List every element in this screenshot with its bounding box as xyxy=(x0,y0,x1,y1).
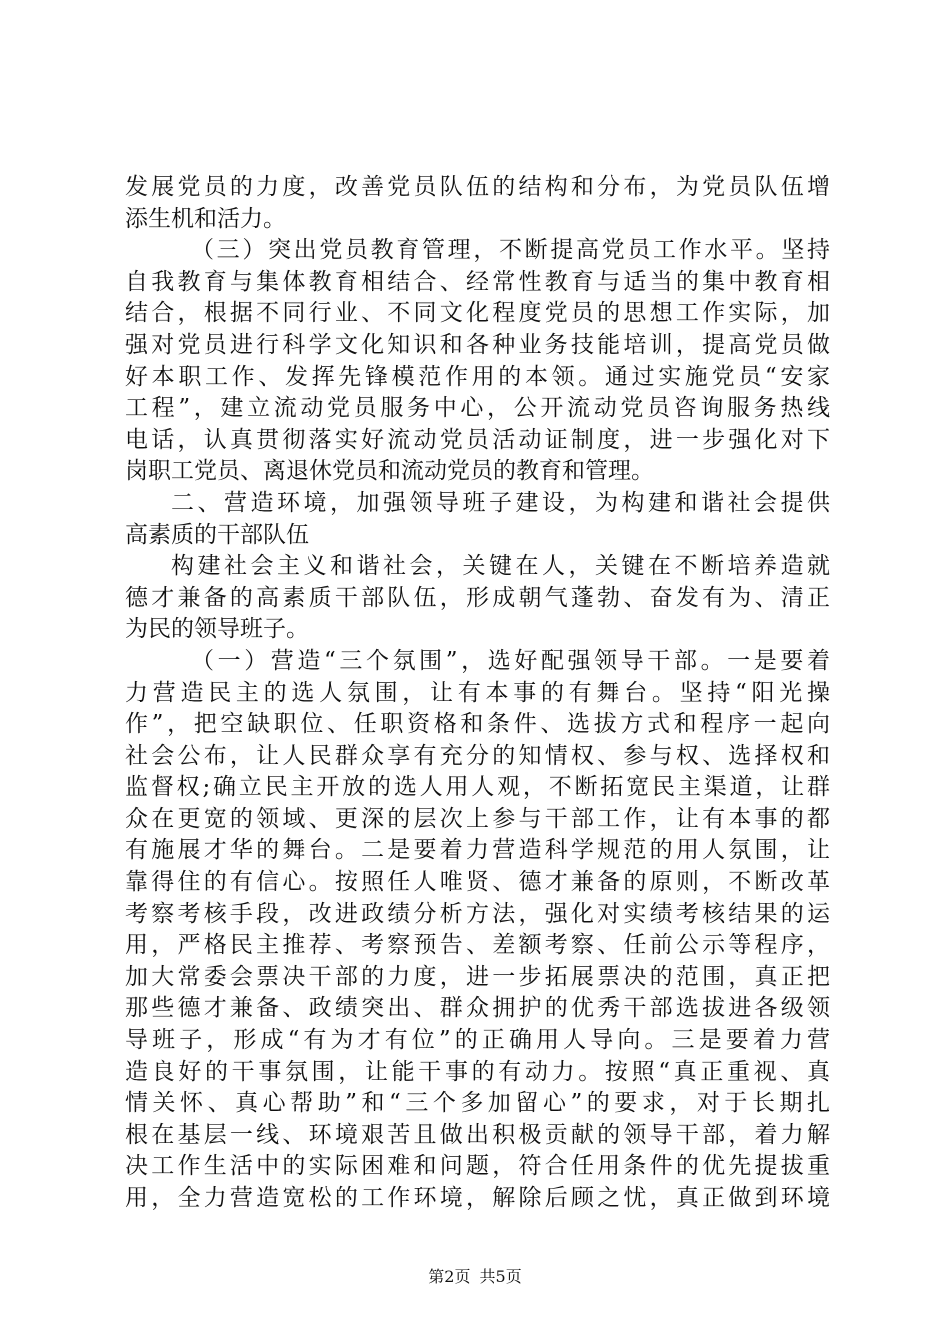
text-line: 社会公布，让人民群众享有充分的知情权、参与权、选择权和 xyxy=(125,742,830,769)
text-line: 岗职工党员、离退休党员和流动党员的教育和管理。 xyxy=(125,458,654,485)
text-line: 结合，根据不同行业、不同文化程度党员的思想工作实际，加 xyxy=(125,300,830,327)
text-line: 监督权;确立民主开放的选人用人观，不断拓宽民主渠道，让群 xyxy=(125,774,830,801)
text-line: 发展党员的力度，改善党员队伍的结构和分布，为党员队伍增 xyxy=(125,174,830,200)
text-line: 根在基层一线、环境艰苦且做出积极贡献的领导干部，着力解 xyxy=(125,1121,830,1148)
text-line: 考察考核手段，改进政绩分析方法，强化对实绩考核结果的运 xyxy=(125,900,830,927)
page-number: 第2页 xyxy=(428,1267,471,1286)
text-line: 德才兼备的高素质干部队伍，形成朝气蓬勃、奋发有为、清正 xyxy=(125,584,830,611)
text-line: 用，全力营造宽松的工作环境，解除后顾之忧，真正做到环境 xyxy=(125,1185,830,1211)
text-line: 用，严格民主推荐、考察预告、差额考察、任前公示等程序， xyxy=(125,932,830,959)
text-line: 为民的领导班子。 xyxy=(125,616,309,643)
section-heading-line: 二、营造环境，加强领导班子建设，为构建和谐社会提供 xyxy=(171,489,830,516)
text-line: 力营造民主的选人氛围，让有本事的有舞台。坚持“阳光操 xyxy=(125,679,830,706)
text-line: 加大常委会票决干部的力度，进一步拓展票决的范围，真正把 xyxy=(125,963,830,990)
text-line: 构建社会主义和谐社会，关键在人，关键在不断培养造就 xyxy=(171,553,830,580)
text-line: 情关怀、真心帮助”和“三个多加留心”的要求，对于长期扎 xyxy=(125,1090,830,1117)
text-line: 造良好的干事氛围，让能干事的有动力。按照“真正重视、真 xyxy=(125,1058,830,1085)
text-line: 添生机和活力。 xyxy=(125,205,286,232)
section-heading-line: 高素质的干部队伍 xyxy=(125,521,309,548)
text-line: （三）突出党员教育管理，不断提高党员工作水平。坚持 xyxy=(191,237,830,264)
text-line: 工程”，建立流动党员服务中心，公开流动党员咨询服务热线 xyxy=(125,395,830,422)
text-line: 那些德才兼备、政绩突出、群众拥护的优秀干部选拔进各级领 xyxy=(125,995,830,1022)
document-body xyxy=(125,172,830,1215)
text-line: （一）营造“三个氛围”，选好配强领导干部。一是要着 xyxy=(191,647,830,674)
text-line: 自我教育与集体教育相结合、经常性教育与适当的集中教育相 xyxy=(125,268,830,295)
page-total: 共5页 xyxy=(479,1267,522,1286)
text-line: 作”，把空缺职位、任职资格和条件、选拔方式和程序一起向 xyxy=(125,711,830,738)
text-line: 靠得住的有信心。按照任人唯贤、德才兼备的原则，不断改革 xyxy=(125,869,830,896)
page-footer xyxy=(0,1264,950,1287)
text-line: 强对党员进行科学文化知识和各种业务技能培训，提高党员做 xyxy=(125,331,830,358)
text-line: 众在更宽的领域、更深的层次上参与干部工作，让有本事的都 xyxy=(125,805,830,832)
text-line: 有施展才华的舞台。二是要着力营造科学规范的用人氛围，让 xyxy=(125,837,830,864)
text-line: 电话，认真贯彻落实好流动党员活动证制度，进一步强化对下 xyxy=(125,426,830,453)
text-line: 决工作生活中的实际困难和问题，符合任用条件的优先提拔重 xyxy=(125,1153,830,1180)
text-line: 好本职工作、发挥先锋模范作用的本领。通过实施党员“安家 xyxy=(125,363,830,390)
text-line: 导班子，形成“有为才有位”的正确用人导向。三是要着力营 xyxy=(125,1027,830,1054)
